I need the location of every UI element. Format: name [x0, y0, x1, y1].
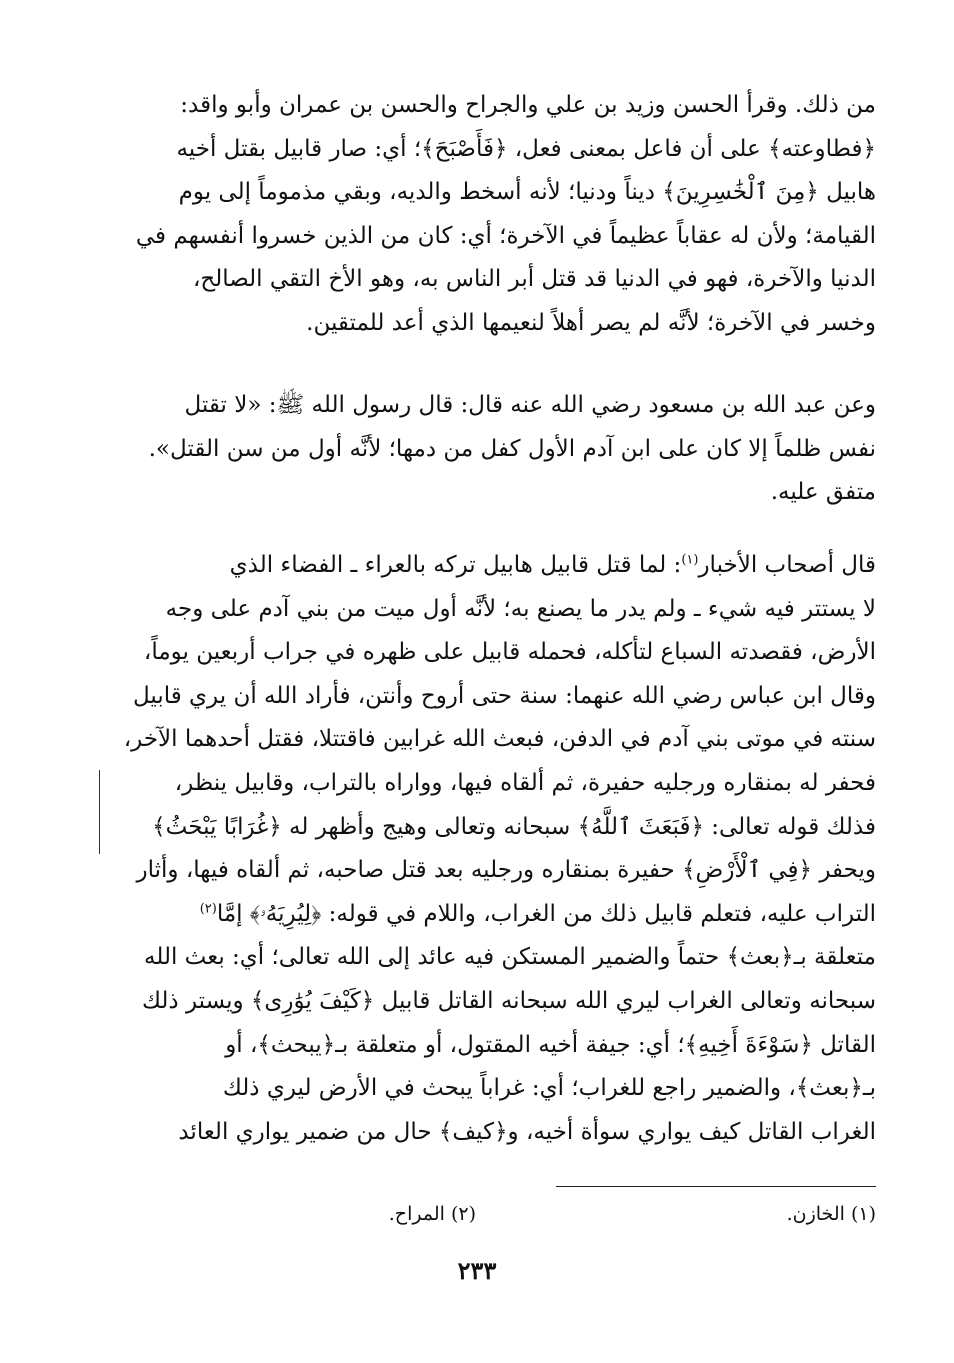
text-line: القيامة؛ ولأن له عقاباً عظيماً في الآخرة؛ أي: كان من الذين خسروا أنفسهم في: [135, 222, 876, 249]
text-line: سنته في موتى بني آدم في الدفن، فبعث الله غرابين فاقتتلا، فقتل أحدهما الآخر،: [123, 726, 876, 753]
text-line: [108, 544, 876, 588]
text-line: متعلقة بـ﴿بعث﴾ حتماً والضمير المستكن فيه عائد إلى الله تعالى؛ أي: بعث الله: [144, 944, 876, 971]
text-segment: : لما قتل قابيل هابيل تركه بالعراء ـ الفضاء الذي: [229, 552, 682, 578]
text-line: متفق عليه.: [770, 479, 876, 506]
text-line: وخسر في الآخرة؛ لأنَّه لم يصر أهلاً لنعيمها الذي أعد للمتقين.: [306, 309, 876, 336]
margin-line: [99, 770, 100, 854]
text-line: بـ﴿بعث﴾، والضمير راجع للغراب؛ أي: غراباً يبحث في الأرض ليري ذلك: [222, 1075, 876, 1102]
text-line: وقال ابن عباس رضي الله عنهما: سنة حتى أروح وأنتن، فأراد الله أن يري قابيل: [132, 682, 876, 709]
footnotes: [108, 1203, 876, 1233]
footnote-separator: [556, 1186, 876, 1187]
text-line: [108, 893, 876, 937]
text-line: وعن عبد الله بن مسعود رضي الله عنه قال: قال رسول الله ﷺ: «لا تقتل: [184, 392, 876, 418]
text-line: لا يستتر فيه شيء ـ ولم يدر ما يصنع به؛ لأنَّه أول ميت من بني آدم على وجه: [165, 595, 876, 622]
paragraph-2: [108, 384, 876, 515]
footnote-marker-1: (١): [681, 552, 699, 568]
footnote-1: [787, 1203, 876, 1225]
page-number: ٢٣٣: [457, 1256, 497, 1285]
text-line: ﴿فطاوعته﴾ على أن فاعل بمعنى فعل، ﴿فَأَصْبَحَ﴾؛ أي: صار قابيل بقتل أخيه: [176, 135, 876, 162]
footnote-text: الخازن.: [786, 1203, 845, 1225]
text-segment: قال أصحاب الأخبار: [698, 552, 876, 578]
text-line: الغراب القاتل كيف يواري سوأة أخيه، و﴿كيف﴾ حال من ضمير يواري العائد: [178, 1118, 876, 1145]
footnote-number: (٢): [450, 1203, 476, 1225]
text-line: القاتل ﴿سَوْءَةَ أَخِيهِ﴾؛ أي: جيفة أخيه المقتول، أو متعلقة بـ﴿يبحث﴾، أو: [225, 1031, 876, 1058]
text-line: فذلك قوله تعالى: ﴿فَبَعَثَ ٱللَّهُ﴾ سبحانه وتعالى وهيج وأظهر له ﴿غُرَابًا يَبْحَثُ﴾: [152, 813, 876, 840]
text-line: الدنيا والآخرة، فهو في الدنيا قد قتل أبر الناس به، وهو الأخ التقي الصالح،: [192, 266, 876, 293]
paragraph-3: [108, 544, 876, 1154]
footnote-number: (١): [850, 1203, 876, 1225]
text-line: سبحانه وتعالى الغراب ليري الله سبحانه القاتل قابيل ﴿كَيْفَ يُوَٰرِى﴾ ويستر ذلك: [142, 987, 876, 1014]
text-segment: التراب عليه، فتعلم قابيل ذلك من الغراب، واللام في قوله: ﴿لِيُرِيَهُۥ﴾ إمَّا: [216, 900, 876, 927]
footnote-marker-2: (٢): [199, 901, 217, 917]
text-line: الأرض، فقصدته السباع لتأكله، فحمله قابيل على ظهره في جراب أربعين يوماً،: [143, 639, 876, 666]
footnote-text: المراح.: [388, 1203, 445, 1225]
text-line: نفس ظلماً إلا كان على ابن آدم الأول كفل من دمها؛ لأنَّه أول من سن القتل».: [148, 435, 876, 462]
text-line: هابيل ﴿مِنَ ٱلْخَٰسِرِينَ﴾ ديناً ودنيا؛ لأنه أسخط والديه، وبقي مذموماً إلى يوم: [178, 179, 876, 206]
paragraph-1: [108, 84, 876, 346]
text-line: ويحفر ﴿فِي ٱلْأَرْضِ﴾ حفيرة بمنقاره ورجليه بعد قتل صاحبه، ثم ألقاه فيها، وأثار: [136, 857, 876, 884]
text-line: فحفر له بمنقاره ورجليه حفيرة، ثم ألقاه فيها، وواراه بالتراب، وقابيل ينظر،: [174, 769, 876, 796]
text-line: من ذلك. وقرأ الحسن وزيد بن علي والجراح والحسن بن عمران وأبو واقد:: [180, 92, 876, 118]
footnote-2: [389, 1203, 476, 1225]
